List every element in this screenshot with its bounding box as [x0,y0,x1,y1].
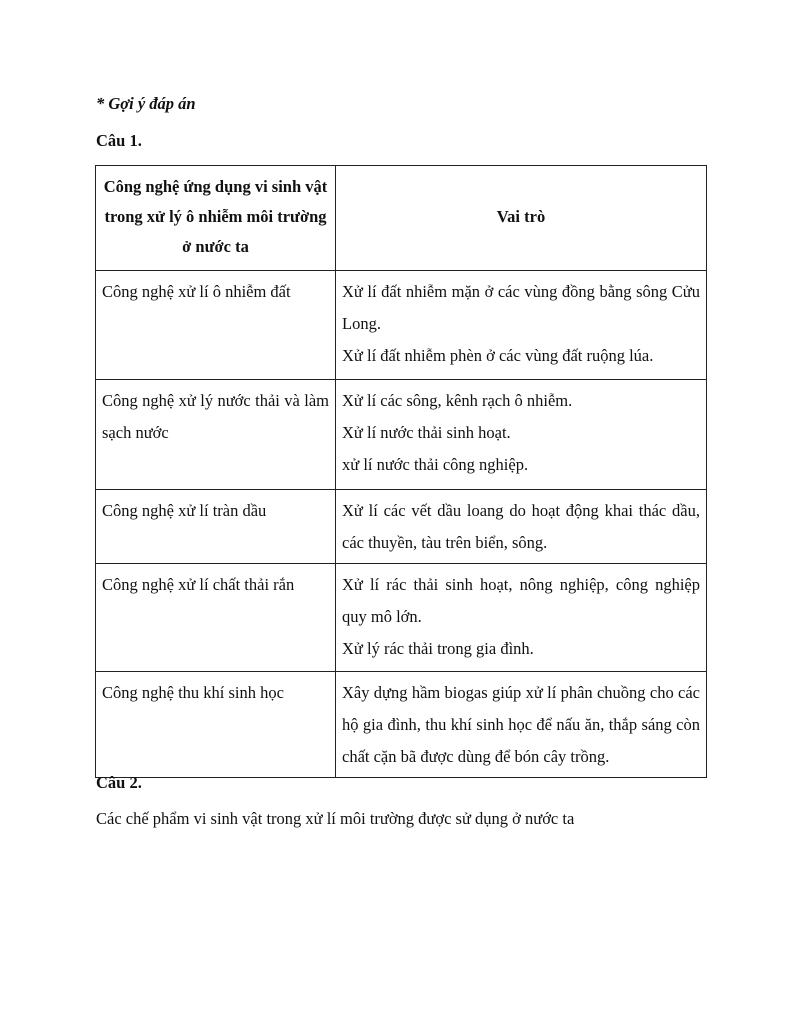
role-line: Xây dựng hầm biogas giúp xử lí phân chuồng cho các hộ gia đình, thu khí sinh học để nấu ăn, thắp sáng còn chất cặn bã được dùng để bón cây trồng. [342,683,700,766]
role-line: Xử lí đất nhiễm phèn ở các vùng đất ruộng lúa. [342,346,654,365]
answer-table [95,165,707,778]
technology-cell: Công nghệ xử lí chất thải rắn [96,564,336,672]
technology-cell: Công nghệ xử lí tràn dầu [96,490,336,564]
technology-cell: Công nghệ xử lý nước thải và làm sạch nước [96,380,336,490]
role-cell [336,271,707,380]
table-row [96,564,707,672]
role-line: Xử lí nước thải sinh hoạt. [342,423,511,442]
role-cell [336,564,707,672]
role-cell [336,380,707,490]
question-1-label: Câu 1. [96,131,142,150]
header-role: Vai trò [336,166,707,271]
role-line: Xử lí các sông, kênh rạch ô nhiễm. [342,391,573,410]
role-line: Xử lí đất nhiễm mặn ở các vùng đồng bằng sông Cửu Long. [342,282,700,333]
table-row [96,380,707,490]
technology-cell: Công nghệ xử lí ô nhiễm đất [96,271,336,380]
question-2-label: Câu 2. [96,773,142,792]
role-line: xử lí nước thải công nghiệp. [342,455,529,474]
table-header-row [96,166,707,271]
hint-title: * Gợi ý đáp án [96,94,196,113]
header-technology: Công nghệ ứng dụng vi sinh vật trong xử lý ô nhiễm môi trường ở nước ta [96,166,336,271]
question-2-text: Các chế phẩm vi sinh vật trong xử lí môi trường được sử dụng ở nước ta [96,809,575,828]
role-line: Xử lý rác thải trong gia đình. [342,639,534,658]
table-row [96,271,707,380]
table-row [96,490,707,564]
role-line: Xử lí rác thải sinh hoạt, nông nghiệp, công nghiệp quy mô lớn. [342,575,700,626]
technology-cell: Công nghệ thu khí sinh học [96,672,336,778]
role-cell [336,672,707,778]
role-cell [336,490,707,564]
table-row [96,672,707,778]
role-line: Xử lí các vết dầu loang do hoạt động khai thác dầu, các thuyền, tàu trên biển, sông. [342,501,700,552]
